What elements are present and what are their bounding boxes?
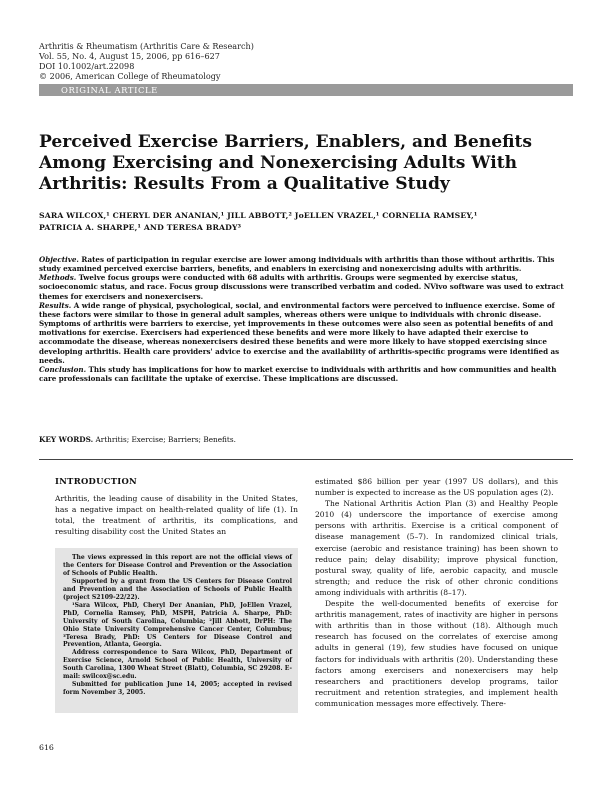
journal-volume: Vol. 55, No. 4, August 15, 2006, pp 616–627 <box>39 50 220 61</box>
right-column-text <box>315 476 558 709</box>
keywords <box>39 435 573 444</box>
conclusion-text: This study has implications for how to market exercise to individuals with arthritis and how communities and health care professionals can facilitate the uptake of exercise. These implications are discussed. <box>39 364 557 384</box>
intro-paragraph-2: The National Arthritis Action Plan (3) and Healthy People 2010 (4) underscore the importance of exercise among persons with arthritis. Exercise is a critical component of disease management (5–7). In randomized clinical trials, exercise (aerobic and resistance training) has been shown to reduce pain; delay disability; improve physical function, postural sway, quality of life, aerobic capacity, and muscle strength; and reduce the risk of other chronic conditions among individuals with arthritis (8–17). <box>315 499 558 597</box>
conclusion-label: Conclusion. <box>39 364 87 374</box>
intro-paragraph-cont: estimated $86 billion per year (1997 US dollars), and this number is expected to increase as the US population ages (2). <box>315 477 558 498</box>
footnote-submission: Submitted for publication June 14, 2005; accepted in revised form November 3, 2005. <box>63 681 292 697</box>
intro-paragraph-3: Despite the well-documented benefits of exercise for arthritis management, rates of inactivity are higher in persons with arthritis than in those without (18). Although much research has focused on the correlates of exercise among adults in general (19), few studies have focused on unique factors for individuals with arthritis (20). Understanding these factors among exercisers and nonexercisers may help researchers and practitioners develop programs, tailor recruitment and retention strategies, and implement health communication messages more effectively. There- <box>315 599 558 708</box>
footnote-disclaimer: The views expressed in this report are not the official views of the Centers for Disease Control and Prevention or the Association of Schools of Public Health. <box>63 554 292 577</box>
author-list <box>39 210 579 233</box>
footnote-affiliations: ¹Sara Wilcox, PhD, Cheryl Der Ananian, PhD, JoEllen Vrazel, PhD, Cornelia Ramsey, PhD, MSPH, Patricia A. Sharpe, PhD: University of South Carolina, Columbia; ²Jill Abbott, DrPH: The Ohio State University Comprehensive Cancer Center, Columbus; ³Teresa Brady, PhD: US Centers for Disease Control and Prevention, Atlanta, Georgia. <box>63 601 292 649</box>
section-banner <box>39 84 573 96</box>
section-divider <box>39 459 573 460</box>
title-line-1: Perceived Exercise Barriers, Enablers, and Benefits <box>39 132 533 152</box>
page-number: 616 <box>39 743 54 752</box>
journal-doi: DOI 10.1002/art.22098 <box>39 60 135 71</box>
objective-label: Objective. <box>39 255 79 264</box>
footnote-correspondence: Address correspondence to Sara Wilcox, PhD, Department of Exercise Science, Arnold School of Public Health, University of South Carolina, 1300 Wheat Street (Blatt), Columbia, SC 29208. E-mail: swilcox@sc.edu. <box>63 649 292 681</box>
methods-text: Twelve focus groups were conducted with 68 adults with arthritis. Groups were segmented by exercise status, socioeconomic status, and race. Focus group discussions were transcribed verbatim and coded. NVivo software was used to extract themes for exercisers and nonexercisers. <box>39 273 564 301</box>
title-line-3: Arthritis: Results From a Qualitative Study <box>39 174 450 194</box>
journal-citation <box>39 42 339 82</box>
results-label: Results. <box>39 300 72 310</box>
results-text: A wide range of physical, psychological, social, and environmental factors were perceived to influence exercise. Some of these factors were similar to those in general adult samples, whereas others were unique to individuals with chronic disease. Symptoms of arthritis were barriers to exercise, yet improvements in these outcomes were also seen as potential benefits of and motivations for exercise. Exercisers had experienced these benefits and were more likely to have adapted their exercise to accommodate the disease, whereas nonexercisers desired these benefits and were more likely to have stopped exercising since developing arthritis. Health care providers' advice to exercise and the availability of arthritis-specific programs were identified as needs. <box>39 300 560 365</box>
footnote-box <box>55 548 298 713</box>
authors-line-2: PATRICIA A. SHARPE,¹ AND TERESA BRADY³ <box>39 222 242 232</box>
keywords-label: KEY WORDS. <box>39 435 94 444</box>
title-line-2: Among Exercising and Nonexercising Adults With <box>39 153 518 173</box>
journal-name: Arthritis & Rheumatism (Arthritis Care & Research) <box>39 41 254 51</box>
footnote-funding: Supported by a grant from the US Centers for Disease Control and Prevention and the Association of Schools of Public Health (project S2109-22/22). <box>63 577 292 601</box>
abstract-objective <box>39 255 573 273</box>
abstract <box>39 255 573 383</box>
left-column-text <box>55 493 298 537</box>
section-label: ORIGINAL ARTICLE <box>61 85 158 95</box>
methods-label: Methods. <box>39 273 77 283</box>
abstract-methods <box>39 273 573 300</box>
intro-paragraph-1: Arthritis, the leading cause of disability in the United States, has a negative impact on health-related quality of life (1). In total, the treatment of arthritis, its complications, and resulting disability cost the United States an <box>55 494 298 537</box>
objective-text: Rates of participation in regular exercise are lower among individuals with arthritis than those without arthritis. This study examined perceived exercise barriers, benefits, and enablers in exercising and nonexercising adults with arthritis. <box>39 255 555 274</box>
abstract-results <box>39 301 573 365</box>
abstract-conclusion <box>39 365 573 383</box>
introduction-heading: INTRODUCTION <box>55 476 137 486</box>
journal-copyright: © 2006, American College of Rheumatology <box>39 70 221 81</box>
keywords-text: Arthritis; Exercise; Barriers; Benefits. <box>93 435 236 444</box>
article-title <box>39 132 579 195</box>
authors-line-1: SARA WILCOX,¹ CHERYL DER ANANIAN,¹ JILL ABBOTT,² JoELLEN VRAZEL,¹ CORNELIA RAMSEY,¹ <box>39 211 478 220</box>
